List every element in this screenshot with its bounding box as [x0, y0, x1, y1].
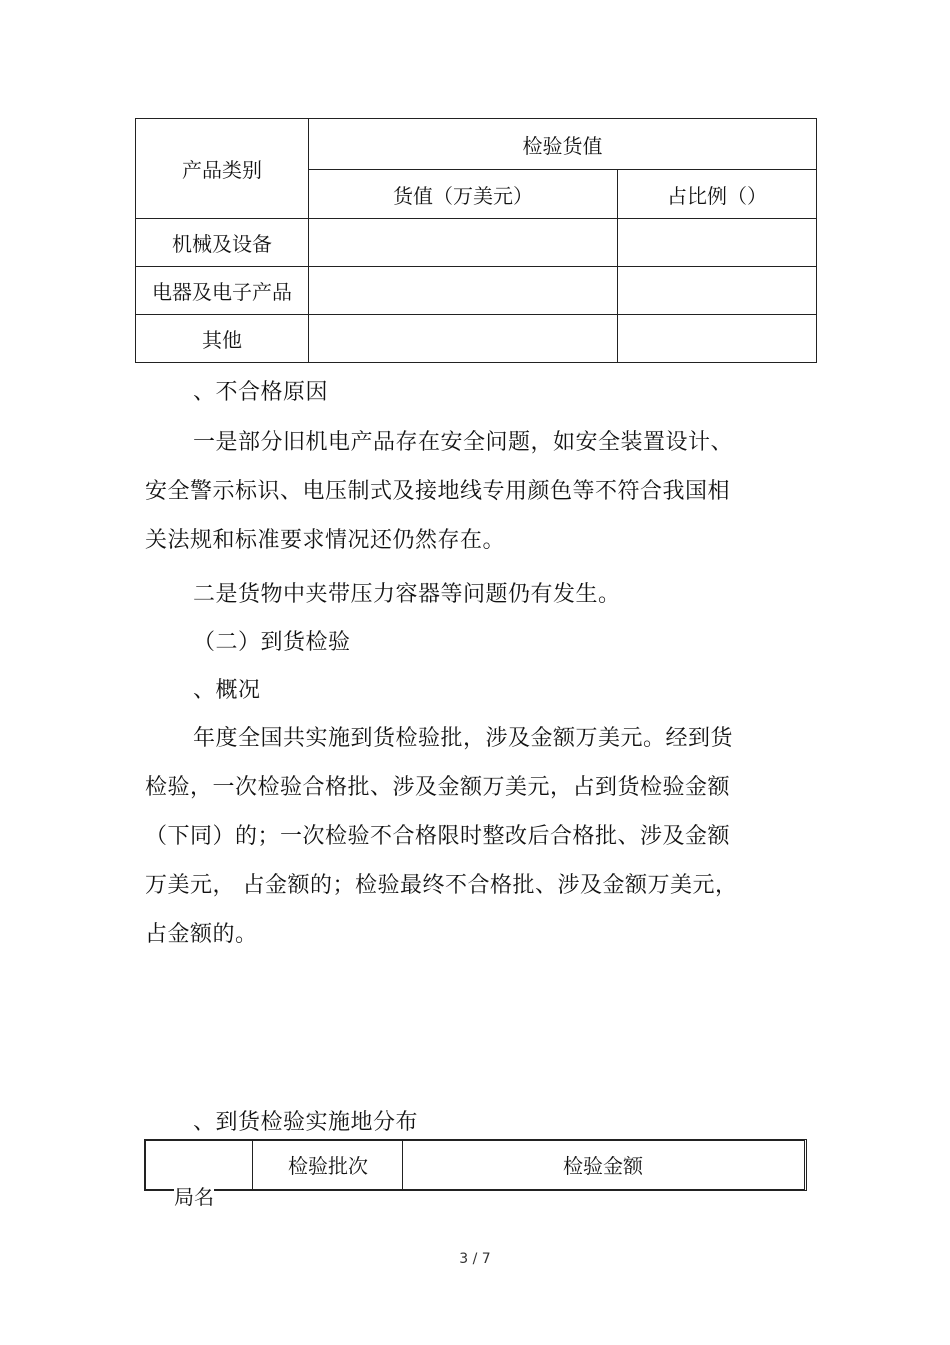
row-ratio [618, 267, 817, 315]
heading-overview: 、概况 [193, 678, 261, 703]
heading-unqualified-reasons: 、不合格原因 [193, 380, 329, 405]
header-batches: 检验批次 [254, 1139, 403, 1189]
table-row [136, 219, 817, 267]
paragraph-overview [145, 714, 755, 959]
header-category: 产品类别 [136, 119, 309, 219]
table-row [136, 315, 817, 363]
section-arrival-inspection: （二）到货检验 [193, 630, 351, 655]
text-line: 占金额的。 [145, 922, 258, 947]
header-amount: 检验金额 [563, 1153, 643, 1178]
row-ratio [618, 219, 817, 267]
heading-distribution: 、到货检验实施地分布 [193, 1110, 419, 1135]
paragraph-pressure-vessels: 二是货物中夹带压力容器等问题仍有发生。 [193, 582, 621, 607]
header-ratio: 占比例（） [618, 170, 817, 219]
row-category: 机械及设备 [136, 219, 309, 267]
table-row [136, 267, 817, 315]
text-line: （下同）的；一次检验不合格限时整改后合格批、涉及金额 [145, 824, 731, 849]
product-category-table [135, 118, 817, 363]
row-value [309, 315, 618, 363]
text-line: 安全警示标识、电压制式及接地线专用颜色等不符合我国相 [145, 479, 731, 504]
row-category: 其他 [136, 315, 309, 363]
header-value: 货值（万美元） [309, 170, 618, 219]
distribution-table [144, 1139, 806, 1209]
row-category: 电器及电子产品 [136, 267, 309, 315]
paragraph-safety-issues [145, 418, 755, 565]
text-line: 万美元， 占金额的；检验最终不合格批、涉及金额万美元， [145, 873, 738, 898]
text-line: 年度全国共实施到货检验批，涉及金额万美元。经到货 [193, 726, 734, 751]
text-line: 一是部分旧机电产品存在安全问题，如安全装置设计、 [193, 430, 734, 455]
row-ratio [618, 315, 817, 363]
row-value [309, 219, 618, 267]
page-number: 3 / 7 [459, 1251, 491, 1267]
header-bureau: 局名 [174, 1181, 214, 1210]
text-line: 关法规和标准要求情况还仍然存在。 [145, 528, 506, 553]
text-line: 检验，一次检验合格批、涉及金额万美元，占到货检验金额 [145, 775, 731, 800]
header-group: 检验货值 [309, 119, 817, 170]
row-value [309, 267, 618, 315]
